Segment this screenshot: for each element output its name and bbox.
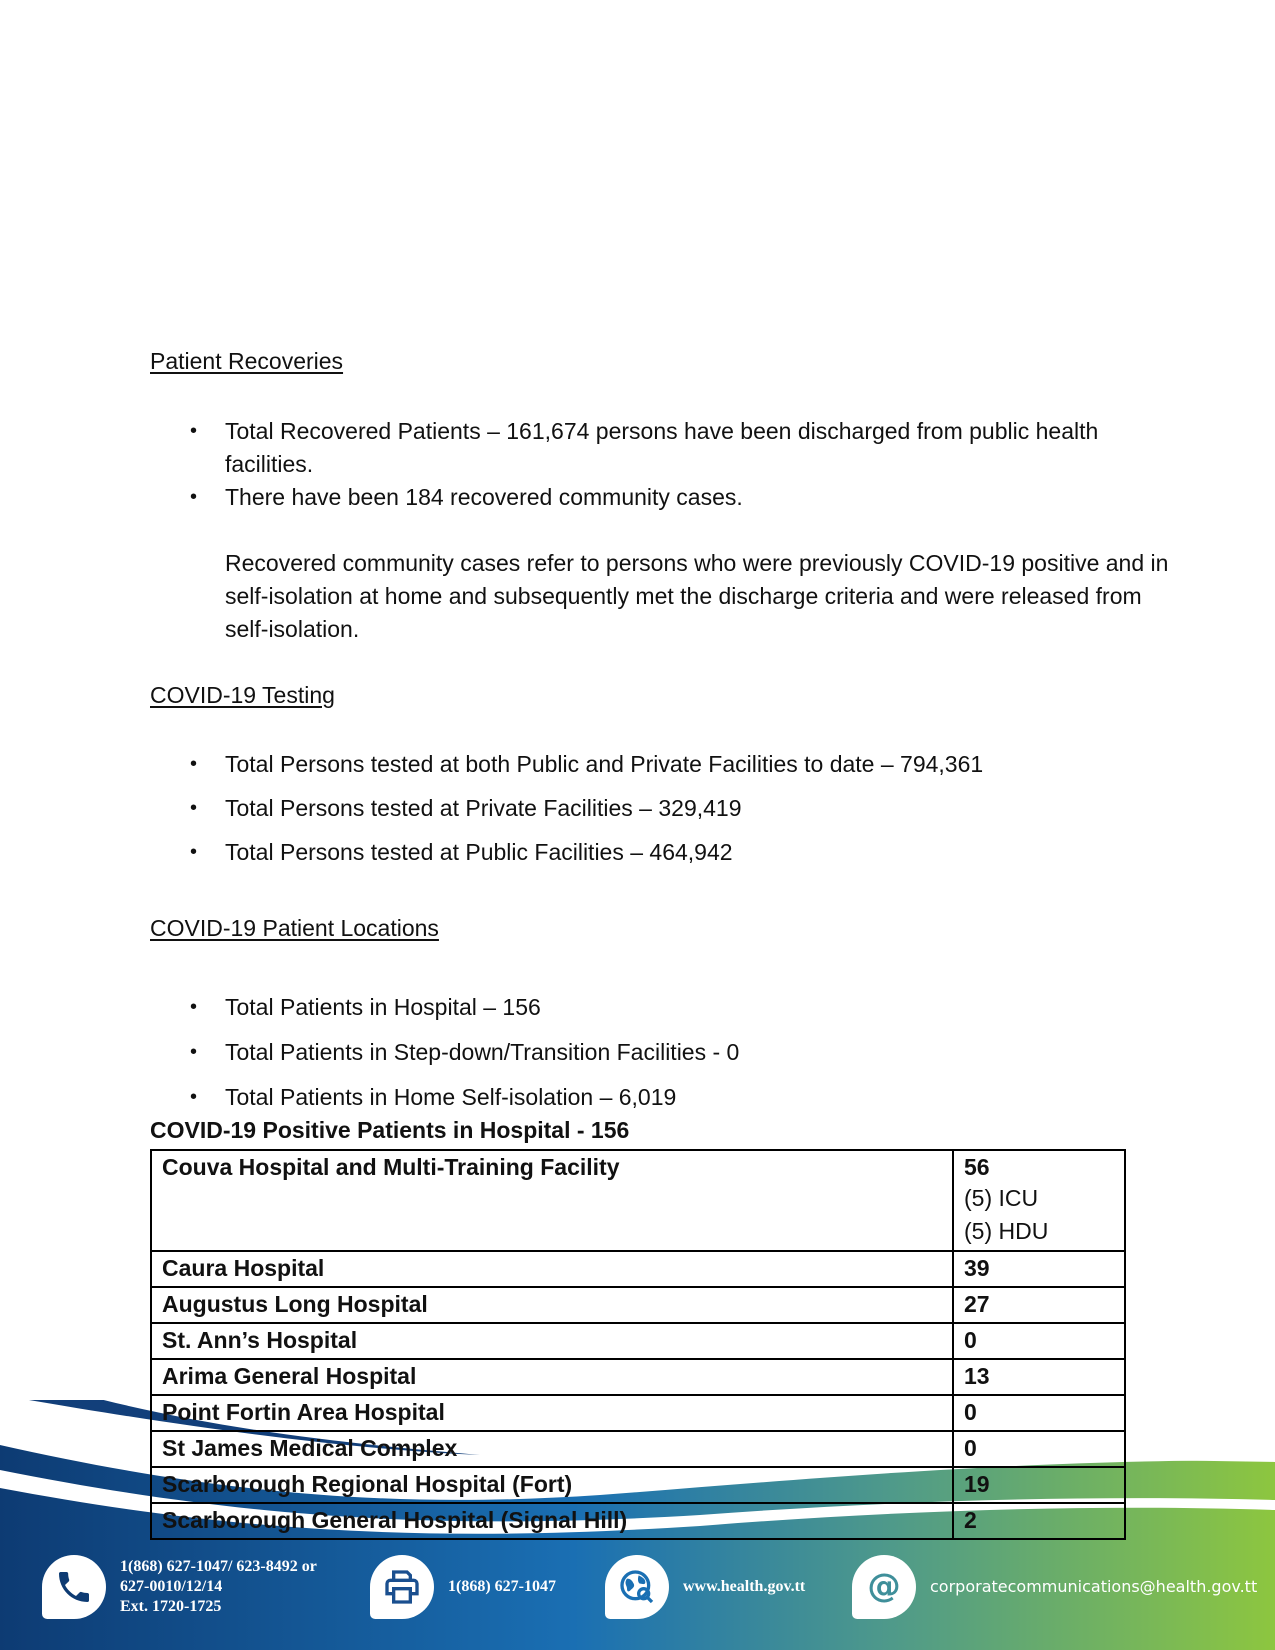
- table-row: [151, 1251, 1125, 1287]
- hospital-name: St. Ann’s Hospital: [151, 1323, 953, 1359]
- phone-numbers: 1(868) 627-1047/ 623-8492 or 627-0010/12/14 Ext. 1720-1725: [120, 1558, 317, 1615]
- at-sign-icon: [852, 1555, 916, 1619]
- hospital-name: Scarborough Regional Hospital (Fort): [151, 1467, 953, 1503]
- hospital-count: 0: [953, 1431, 1125, 1467]
- hospital-name: Point Fortin Area Hospital: [151, 1395, 953, 1431]
- table-row: [151, 1323, 1125, 1359]
- footer-fax: [370, 1555, 556, 1619]
- hospital-name: Caura Hospital: [151, 1251, 953, 1287]
- hospital-name: Arima General Hospital: [151, 1359, 953, 1395]
- hospital-count: 19: [953, 1467, 1125, 1503]
- footer-phone: [42, 1555, 317, 1619]
- svg-text:@: @: [867, 1567, 901, 1605]
- bullet-icon: •: [190, 486, 198, 508]
- hospital-name: St James Medical Complex: [151, 1431, 953, 1467]
- list-item: • There have been 184 recovered community cases.: [150, 481, 1150, 514]
- table-title: COVID-19 Positive Patients in Hospital - 156: [150, 1117, 630, 1143]
- table-row: [151, 1287, 1125, 1323]
- hospital-count: 2: [953, 1503, 1125, 1539]
- testing-list: [150, 748, 1150, 869]
- bullet-icon: •: [190, 753, 198, 775]
- footer-web: [605, 1555, 805, 1619]
- table-row: [151, 1359, 1125, 1395]
- locations-list: [150, 991, 1150, 1114]
- globe-icon: [605, 1555, 669, 1619]
- recoveries-note: Recovered community cases refer to persons who were previously COVID-19 positive and in self-isolation at home and subsequently met the discharge criteria and were released from self-isolation.: [225, 550, 1169, 642]
- hospital-count: 0: [953, 1395, 1125, 1431]
- hospital-name: Scarborough General Hospital (Signal Hill): [151, 1503, 953, 1539]
- table-row: [151, 1150, 1125, 1251]
- section-heading-locations: COVID-19 Patient Locations: [150, 915, 439, 941]
- table-row: [151, 1503, 1125, 1539]
- hospital-name: Couva Hospital and Multi-Training Facility: [151, 1150, 953, 1251]
- table-row: [151, 1395, 1125, 1431]
- list-item: • Total Patients in Hospital – 156: [150, 991, 1150, 1024]
- fax-number: 1(868) 627-1047: [448, 1578, 556, 1595]
- list-item: • Total Persons tested at Private Facilities – 329,419: [150, 792, 1150, 825]
- list-item: • Total Persons tested at Public Facilities – 464,942: [150, 836, 1150, 869]
- website-link[interactable]: www.health.gov.tt: [683, 1578, 806, 1595]
- hospital-count: 56: [964, 1154, 990, 1180]
- bullet-icon: •: [190, 420, 198, 442]
- bullet-icon: •: [190, 797, 198, 819]
- table-row: [151, 1467, 1125, 1503]
- email-link[interactable]: corporatecommunications@health.gov.tt: [930, 1577, 1258, 1596]
- hospital-count: 0: [953, 1323, 1125, 1359]
- printer-icon: [370, 1555, 434, 1619]
- section-heading-recoveries: Patient Recoveries: [150, 348, 344, 374]
- hospital-count: 39: [953, 1251, 1125, 1287]
- phone-icon: [42, 1555, 106, 1619]
- table-row: [151, 1431, 1125, 1467]
- hdu-count: (5) HDU: [964, 1218, 1049, 1244]
- list-item: • Total Patients in Home Self-isolation – 6,019: [150, 1081, 1150, 1114]
- bullet-icon: •: [190, 1041, 198, 1063]
- bullet-icon: •: [190, 996, 198, 1018]
- list-item: • Total Patients in Step-down/Transition Facilities - 0: [150, 1036, 1150, 1069]
- footer-email: [852, 1555, 1257, 1619]
- hospital-name: Augustus Long Hospital: [151, 1287, 953, 1323]
- hospital-count-cell: [953, 1150, 1125, 1251]
- list-item: • Total Persons tested at both Public and Private Facilities to date – 794,361: [150, 748, 1150, 781]
- bullet-icon: •: [190, 1086, 198, 1108]
- section-heading-testing: COVID-19 Testing: [150, 682, 335, 708]
- bullet-icon: •: [190, 841, 198, 863]
- hospital-table: [150, 1149, 1126, 1540]
- hospital-count: 27: [953, 1287, 1125, 1323]
- list-item: • Total Recovered Patients – 161,674 persons have been discharged from public health facilities.: [150, 415, 1150, 481]
- hospital-count: 13: [953, 1359, 1125, 1395]
- recoveries-list: [150, 415, 1150, 514]
- icu-count: (5) ICU: [964, 1185, 1039, 1211]
